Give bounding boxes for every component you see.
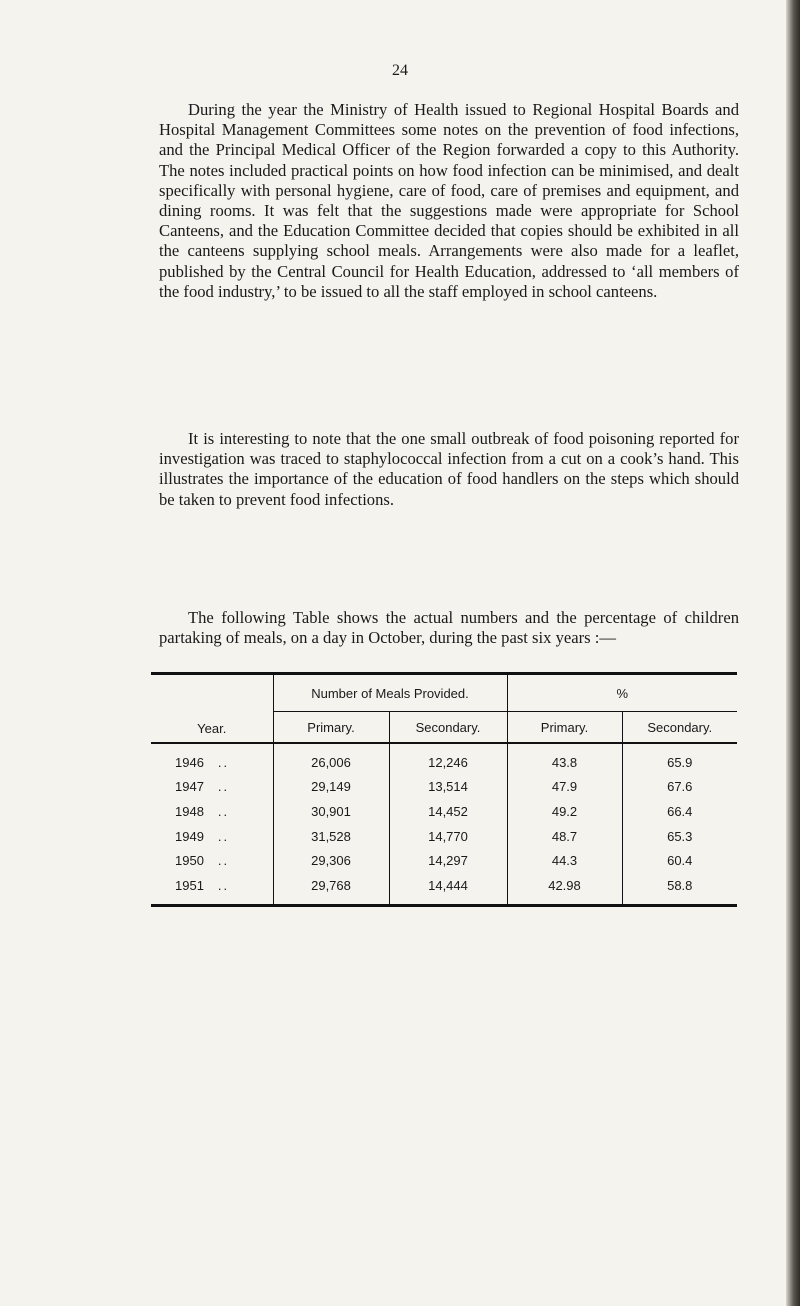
table-row — [151, 848, 737, 873]
year-cell: 1947 .. — [175, 779, 230, 795]
num-secondary-cell: 12,246 — [389, 743, 507, 775]
num-secondary-cell: 14,297 — [389, 848, 507, 873]
pct-secondary-cell: 60.4 — [622, 848, 737, 873]
table-row — [151, 775, 737, 800]
pct-secondary-cell: 67.6 — [622, 775, 737, 800]
year-header: Year. — [151, 674, 273, 744]
year-cell: 1949 .. — [175, 828, 230, 844]
num-primary-cell: 31,528 — [273, 824, 389, 849]
year-cell: 1951 .. — [175, 877, 230, 893]
year-cell: 1948 .. — [175, 803, 230, 819]
num-secondary-cell: 14,770 — [389, 824, 507, 849]
pct-primary-cell: 43.8 — [507, 743, 622, 775]
year-cell: 1950 .. — [175, 853, 230, 869]
pct-secondary-cell: 65.3 — [622, 824, 737, 849]
pct-secondary-cell: 65.9 — [622, 743, 737, 775]
pct-primary-cell: 48.7 — [507, 824, 622, 849]
table-row — [151, 873, 737, 905]
pct-primary-cell: 49.2 — [507, 799, 622, 824]
pct-secondary-cell: 58.8 — [622, 873, 737, 905]
numbers-group-header: Number of Meals Provided. — [273, 674, 507, 712]
percent-group-header: % — [507, 674, 737, 712]
num-secondary-cell: 14,444 — [389, 873, 507, 905]
paragraph-food-poisoning-outbreak: It is interesting to note that the one small outbreak of food poisoning reported for investigation was traced to staphylococcal infection from a cut on a cook’s hand. This illustrates the importance of the education of food handlers on the steps which should be taken to prevent food infections. — [159, 429, 739, 509]
num-primary-cell: 26,006 — [273, 743, 389, 775]
header-pct-primary: Primary. — [507, 712, 622, 744]
paragraph-table-intro: The following Table shows the actual numbers and the percentage of children partaking of meals, on a day in October, during the past six years :— — [159, 608, 739, 648]
table-row — [151, 824, 737, 849]
pct-secondary-cell: 66.4 — [622, 799, 737, 824]
num-primary-cell: 29,306 — [273, 848, 389, 873]
meals-table — [151, 672, 737, 907]
pct-primary-cell: 44.3 — [507, 848, 622, 873]
num-secondary-cell: 14,452 — [389, 799, 507, 824]
table-row — [151, 743, 737, 775]
pct-primary-cell: 47.9 — [507, 775, 622, 800]
page-edge-shadow — [786, 0, 800, 1306]
header-num-secondary: Secondary. — [389, 712, 507, 744]
pct-primary-cell: 42.98 — [507, 873, 622, 905]
header-num-primary: Primary. — [273, 712, 389, 744]
page-number: 24 — [392, 62, 408, 79]
year-cell: 1946 .. — [175, 754, 230, 770]
num-primary-cell: 29,149 — [273, 775, 389, 800]
num-secondary-cell: 13,514 — [389, 775, 507, 800]
num-primary-cell: 29,768 — [273, 873, 389, 905]
num-primary-cell: 30,901 — [273, 799, 389, 824]
table-row — [151, 799, 737, 824]
header-pct-secondary: Secondary. — [622, 712, 737, 744]
paragraph-food-infection-notes: During the year the Ministry of Health issued to Regional Hospital Boards and Hospital Management Committees some notes on the prevention of food infections, and the Principal Medical Officer of the Region forwarded a copy to this Authority. The notes included practical points on how food infection can be minimised, and dealt specifically with personal hygiene, care of food, care of premises and equipment, and dining rooms. It was felt that the suggestions made were appropriate for School Canteens, and the Education Committee decided that copies should be exhibited in all the canteens supplying school meals. Arrangements were also made for a leaflet, published by the Central Council for Health Education, addressed to ‘all members of the food industry,’ to be issued to all the staff employed in school canteens. — [159, 100, 739, 301]
